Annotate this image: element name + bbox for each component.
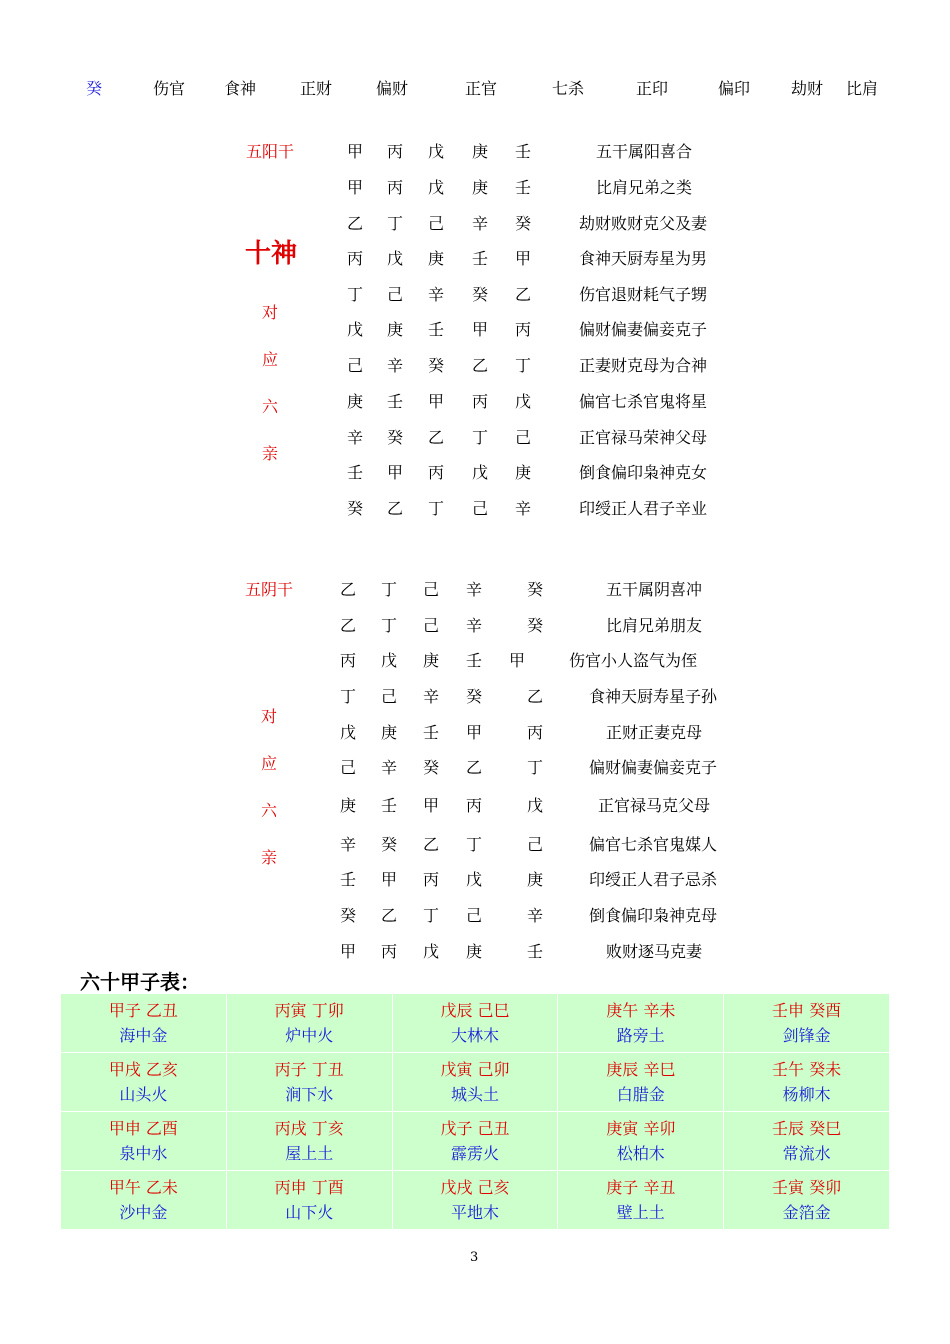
gan-cell: 己 bbox=[428, 214, 445, 233]
gan-cell: 庚 bbox=[423, 651, 440, 670]
gan-cell: 己 bbox=[423, 580, 440, 599]
gan-cell: 癸 bbox=[472, 285, 489, 304]
gan-cell: 乙 bbox=[423, 835, 440, 854]
gan-cell: 甲 bbox=[428, 392, 445, 411]
jiazi-table bbox=[60, 993, 890, 1230]
relation-desc: 印绶正人君子辛业 bbox=[579, 499, 708, 518]
gan-cell: 壬 bbox=[515, 142, 532, 161]
header-item: 正印 bbox=[636, 79, 669, 98]
side-char: 亲 bbox=[262, 444, 279, 463]
gan-cell: 壬 bbox=[381, 796, 398, 815]
side-char: 对 bbox=[261, 707, 278, 726]
gan-cell: 庚 bbox=[347, 392, 364, 411]
gan-cell: 丁 bbox=[527, 758, 544, 777]
relation-desc: 倒食偏印枭神克女 bbox=[579, 463, 708, 482]
table-row bbox=[61, 1171, 890, 1230]
gan-cell: 癸 bbox=[381, 835, 398, 854]
gan-cell: 戊 bbox=[428, 142, 445, 161]
jiazi-cell bbox=[392, 1112, 558, 1171]
side-char: 亲 bbox=[261, 848, 278, 867]
gan-cell: 癸 bbox=[340, 906, 357, 925]
ganzhi-pair: 戊子 己丑 bbox=[440, 1119, 510, 1138]
gan-cell: 己 bbox=[381, 687, 398, 706]
side-char: 应 bbox=[262, 350, 279, 369]
gan-cell: 辛 bbox=[381, 758, 398, 777]
relation-desc: 比肩兄弟朋友 bbox=[606, 616, 703, 635]
relation-desc: 比肩兄弟之类 bbox=[596, 178, 693, 197]
table-row bbox=[61, 1053, 890, 1112]
nayin-element: 平地木 bbox=[450, 1203, 499, 1222]
gan-cell: 戊 bbox=[423, 942, 440, 961]
relation-desc: 偏官七杀官鬼媒人 bbox=[589, 835, 718, 854]
gan-cell: 戊 bbox=[381, 651, 398, 670]
gan-cell: 乙 bbox=[515, 285, 532, 304]
ganzhi-pair: 甲戌 乙亥 bbox=[108, 1060, 178, 1079]
relation-desc: 伤官退财耗气子甥 bbox=[579, 285, 708, 304]
gan-cell: 甲 bbox=[515, 249, 532, 268]
gan-cell: 甲 bbox=[509, 651, 526, 670]
relation-desc: 正官禄马克父母 bbox=[598, 796, 711, 815]
header-item: 正官 bbox=[465, 79, 498, 98]
ganzhi-pair: 丙子 丁丑 bbox=[274, 1060, 344, 1079]
ganzhi-pair: 壬申 癸酉 bbox=[772, 1001, 842, 1020]
nayin-element: 山头火 bbox=[119, 1085, 168, 1104]
gan-cell: 己 bbox=[527, 835, 544, 854]
gan-cell: 丁 bbox=[381, 616, 398, 635]
ganzhi-pair: 壬午 癸未 bbox=[772, 1060, 842, 1079]
ganzhi-pair: 戊戌 己亥 bbox=[440, 1178, 510, 1197]
gan-cell: 壬 bbox=[472, 249, 489, 268]
gan-cell: 丙 bbox=[527, 723, 544, 742]
jiazi-title: 六十甲子表： bbox=[80, 970, 200, 994]
gan-cell: 乙 bbox=[466, 758, 483, 777]
jiazi-cell bbox=[226, 1171, 392, 1230]
ganzhi-pair: 甲午 乙未 bbox=[108, 1178, 178, 1197]
ganzhi-pair: 丙戌 丁亥 bbox=[274, 1119, 344, 1138]
gan-cell: 庚 bbox=[428, 249, 445, 268]
gan-cell: 乙 bbox=[340, 580, 357, 599]
ganzhi-pair: 甲子 乙丑 bbox=[108, 1001, 178, 1020]
jiazi-cell bbox=[558, 994, 724, 1053]
nayin-element: 涧下水 bbox=[285, 1085, 334, 1104]
relation-desc: 正官禄马荣神父母 bbox=[579, 428, 708, 447]
gan-cell: 丙 bbox=[347, 249, 364, 268]
gan-cell: 乙 bbox=[527, 687, 544, 706]
gan-cell: 己 bbox=[340, 758, 357, 777]
gan-cell: 癸 bbox=[527, 616, 544, 635]
gan-cell: 壬 bbox=[515, 178, 532, 197]
ganzhi-pair: 甲申 乙酉 bbox=[108, 1119, 178, 1138]
jiazi-cell bbox=[724, 994, 890, 1053]
gan-cell: 壬 bbox=[527, 942, 544, 961]
ganzhi-pair: 庚寅 辛卯 bbox=[606, 1119, 676, 1138]
gan-cell: 丁 bbox=[387, 214, 404, 233]
gan-cell: 癸 bbox=[347, 499, 364, 518]
relation-desc: 正妻财克母为合神 bbox=[579, 356, 708, 375]
gan-cell: 壬 bbox=[428, 320, 445, 339]
table-row bbox=[61, 994, 890, 1053]
nayin-element: 泉中水 bbox=[119, 1144, 168, 1163]
gan-cell: 壬 bbox=[466, 651, 483, 670]
ganzhi-pair: 壬寅 癸卯 bbox=[772, 1178, 842, 1197]
gan-cell: 辛 bbox=[466, 580, 483, 599]
gan-cell: 乙 bbox=[347, 214, 364, 233]
header-item: 偏印 bbox=[718, 79, 751, 98]
gan-cell: 己 bbox=[423, 616, 440, 635]
gan-cell: 壬 bbox=[387, 392, 404, 411]
relation-desc: 五干属阴喜冲 bbox=[606, 580, 703, 599]
header-item: 比肩 bbox=[846, 79, 879, 98]
gan-cell: 庚 bbox=[381, 723, 398, 742]
gan-cell: 辛 bbox=[340, 835, 357, 854]
gan-cell: 丙 bbox=[387, 142, 404, 161]
gan-cell: 辛 bbox=[472, 214, 489, 233]
side-char: 对 bbox=[262, 303, 279, 322]
gan-cell: 庚 bbox=[387, 320, 404, 339]
gan-cell: 甲 bbox=[466, 723, 483, 742]
ganzhi-pair: 庚午 辛未 bbox=[606, 1001, 676, 1020]
relation-desc: 正财正妻克母 bbox=[606, 723, 703, 742]
ganzhi-pair: 庚子 辛丑 bbox=[606, 1178, 676, 1197]
gan-cell: 癸 bbox=[515, 214, 532, 233]
relation-desc: 倒食偏印枭神克母 bbox=[589, 906, 718, 925]
gan-cell: 乙 bbox=[340, 616, 357, 635]
relation-desc: 偏官七杀官鬼将星 bbox=[579, 392, 708, 411]
gan-cell: 己 bbox=[515, 428, 532, 447]
gan-cell: 丁 bbox=[515, 356, 532, 375]
nayin-element: 海中金 bbox=[119, 1026, 168, 1045]
ganzhi-pair: 戊寅 己卯 bbox=[440, 1060, 510, 1079]
gan-cell: 甲 bbox=[472, 320, 489, 339]
gan-cell: 庚 bbox=[472, 178, 489, 197]
gan-cell: 戊 bbox=[472, 463, 489, 482]
gan-cell: 戊 bbox=[515, 392, 532, 411]
gan-cell: 壬 bbox=[423, 723, 440, 742]
header-item: 食神 bbox=[224, 79, 257, 98]
jiazi-cell bbox=[61, 1171, 227, 1230]
gan-cell: 庚 bbox=[466, 942, 483, 961]
nayin-element: 杨柳木 bbox=[782, 1085, 831, 1104]
jiazi-cell bbox=[226, 1112, 392, 1171]
gan-cell: 庚 bbox=[527, 870, 544, 889]
gan-cell: 丙 bbox=[381, 942, 398, 961]
gan-cell: 庚 bbox=[515, 463, 532, 482]
gan-cell: 辛 bbox=[466, 616, 483, 635]
relation-desc: 食神天厨寿星为男 bbox=[579, 249, 708, 268]
gan-cell: 丁 bbox=[347, 285, 364, 304]
gan-cell: 辛 bbox=[515, 499, 532, 518]
jiazi-cell bbox=[724, 1112, 890, 1171]
relation-desc: 印绶正人君子忌杀 bbox=[589, 870, 718, 889]
header-item: 劫财 bbox=[791, 79, 824, 98]
gan-cell: 丁 bbox=[423, 906, 440, 925]
jiazi-cell bbox=[558, 1171, 724, 1230]
gan-cell: 辛 bbox=[387, 356, 404, 375]
gan-cell: 甲 bbox=[387, 463, 404, 482]
nayin-element: 屋上土 bbox=[285, 1144, 334, 1163]
gan-cell: 乙 bbox=[428, 428, 445, 447]
nayin-element: 壁上土 bbox=[616, 1203, 665, 1222]
gan-cell: 丙 bbox=[387, 178, 404, 197]
nayin-element: 霹雳火 bbox=[450, 1144, 499, 1163]
side-char: 六 bbox=[262, 397, 279, 416]
relation-desc: 劫财败财克父及妻 bbox=[579, 214, 708, 233]
gan-cell: 甲 bbox=[381, 870, 398, 889]
ganzhi-pair: 戊辰 己巳 bbox=[440, 1001, 510, 1020]
jiazi-cell bbox=[724, 1053, 890, 1112]
gan-cell: 庚 bbox=[472, 142, 489, 161]
jiazi-cell bbox=[724, 1171, 890, 1230]
gan-cell: 己 bbox=[472, 499, 489, 518]
jiazi-cell bbox=[558, 1053, 724, 1112]
gan-cell: 癸 bbox=[527, 580, 544, 599]
relation-desc: 伤官小人盗气为侄 bbox=[569, 651, 698, 670]
header-item: 伤官 bbox=[153, 79, 186, 98]
gan-cell: 己 bbox=[466, 906, 483, 925]
gan-cell: 乙 bbox=[381, 906, 398, 925]
gan-cell: 丙 bbox=[423, 870, 440, 889]
header-item: 偏财 bbox=[376, 79, 409, 98]
yang-label: 五阳干 bbox=[246, 142, 295, 161]
header-item: 正财 bbox=[300, 79, 333, 98]
nayin-element: 松柏木 bbox=[616, 1144, 665, 1163]
gan-cell: 辛 bbox=[527, 906, 544, 925]
gan-cell: 戊 bbox=[340, 723, 357, 742]
jiazi-cell bbox=[226, 994, 392, 1053]
jiazi-cell bbox=[392, 994, 558, 1053]
ten-gods-title: 十神 bbox=[245, 239, 298, 269]
gan-cell: 丁 bbox=[340, 687, 357, 706]
relation-desc: 偏财偏妻偏妾克子 bbox=[589, 758, 718, 777]
gan-cell: 戊 bbox=[466, 870, 483, 889]
gan-cell: 戊 bbox=[387, 249, 404, 268]
nayin-element: 常流水 bbox=[782, 1144, 831, 1163]
yin-label: 五阴干 bbox=[245, 580, 294, 599]
header-item: 七杀 bbox=[552, 79, 585, 98]
gan-cell: 庚 bbox=[340, 796, 357, 815]
nayin-element: 沙中金 bbox=[119, 1203, 168, 1222]
table-row bbox=[61, 1112, 890, 1171]
gan-cell: 己 bbox=[347, 356, 364, 375]
relation-desc: 败财逐马克妻 bbox=[606, 942, 703, 961]
gan-cell: 壬 bbox=[340, 870, 357, 889]
relation-desc: 食神天厨寿星子孙 bbox=[589, 687, 718, 706]
side-char: 六 bbox=[261, 801, 278, 820]
jiazi-cell bbox=[226, 1053, 392, 1112]
nayin-element: 炉中火 bbox=[285, 1026, 334, 1045]
header-item: 癸 bbox=[86, 79, 103, 98]
gan-cell: 丙 bbox=[340, 651, 357, 670]
jiazi-cell bbox=[392, 1053, 558, 1112]
gan-cell: 丁 bbox=[381, 580, 398, 599]
jiazi-cell bbox=[61, 1112, 227, 1171]
gan-cell: 甲 bbox=[340, 942, 357, 961]
gan-cell: 甲 bbox=[423, 796, 440, 815]
gan-cell: 丁 bbox=[428, 499, 445, 518]
gan-cell: 辛 bbox=[423, 687, 440, 706]
gan-cell: 己 bbox=[387, 285, 404, 304]
ganzhi-pair: 壬辰 癸巳 bbox=[772, 1119, 842, 1138]
nayin-element: 山下火 bbox=[285, 1203, 334, 1222]
gan-cell: 甲 bbox=[347, 178, 364, 197]
gan-cell: 丁 bbox=[466, 835, 483, 854]
nayin-element: 城头土 bbox=[450, 1085, 499, 1104]
gan-cell: 壬 bbox=[347, 463, 364, 482]
nayin-element: 白腊金 bbox=[616, 1085, 665, 1104]
nayin-element: 金箔金 bbox=[782, 1203, 831, 1222]
gan-cell: 辛 bbox=[428, 285, 445, 304]
nayin-element: 剑锋金 bbox=[782, 1026, 831, 1045]
gan-cell: 癸 bbox=[466, 687, 483, 706]
gan-cell: 丙 bbox=[472, 392, 489, 411]
jiazi-cell bbox=[392, 1171, 558, 1230]
jiazi-cell bbox=[61, 1053, 227, 1112]
relation-desc: 五干属阳喜合 bbox=[596, 142, 693, 161]
gan-cell: 丁 bbox=[472, 428, 489, 447]
gan-cell: 甲 bbox=[347, 142, 364, 161]
ganzhi-pair: 庚辰 辛巳 bbox=[606, 1060, 676, 1079]
gan-cell: 乙 bbox=[387, 499, 404, 518]
gan-cell: 丙 bbox=[466, 796, 483, 815]
side-char: 应 bbox=[261, 754, 278, 773]
gan-cell: 乙 bbox=[472, 356, 489, 375]
gan-cell: 丙 bbox=[515, 320, 532, 339]
gan-cell: 癸 bbox=[428, 356, 445, 375]
gan-cell: 丙 bbox=[428, 463, 445, 482]
ganzhi-pair: 丙寅 丁卯 bbox=[274, 1001, 344, 1020]
gan-cell: 癸 bbox=[387, 428, 404, 447]
relation-desc: 偏财偏妻偏妾克子 bbox=[579, 320, 708, 339]
gan-cell: 戊 bbox=[428, 178, 445, 197]
nayin-element: 大林木 bbox=[450, 1026, 499, 1045]
ganzhi-pair: 丙申 丁酉 bbox=[274, 1178, 344, 1197]
nayin-element: 路旁土 bbox=[616, 1026, 665, 1045]
gan-cell: 戊 bbox=[527, 796, 544, 815]
page-number: 3 bbox=[470, 1250, 479, 1265]
gan-cell: 戊 bbox=[347, 320, 364, 339]
jiazi-cell bbox=[61, 994, 227, 1053]
gan-cell: 癸 bbox=[423, 758, 440, 777]
jiazi-cell bbox=[558, 1112, 724, 1171]
gan-cell: 辛 bbox=[347, 428, 364, 447]
